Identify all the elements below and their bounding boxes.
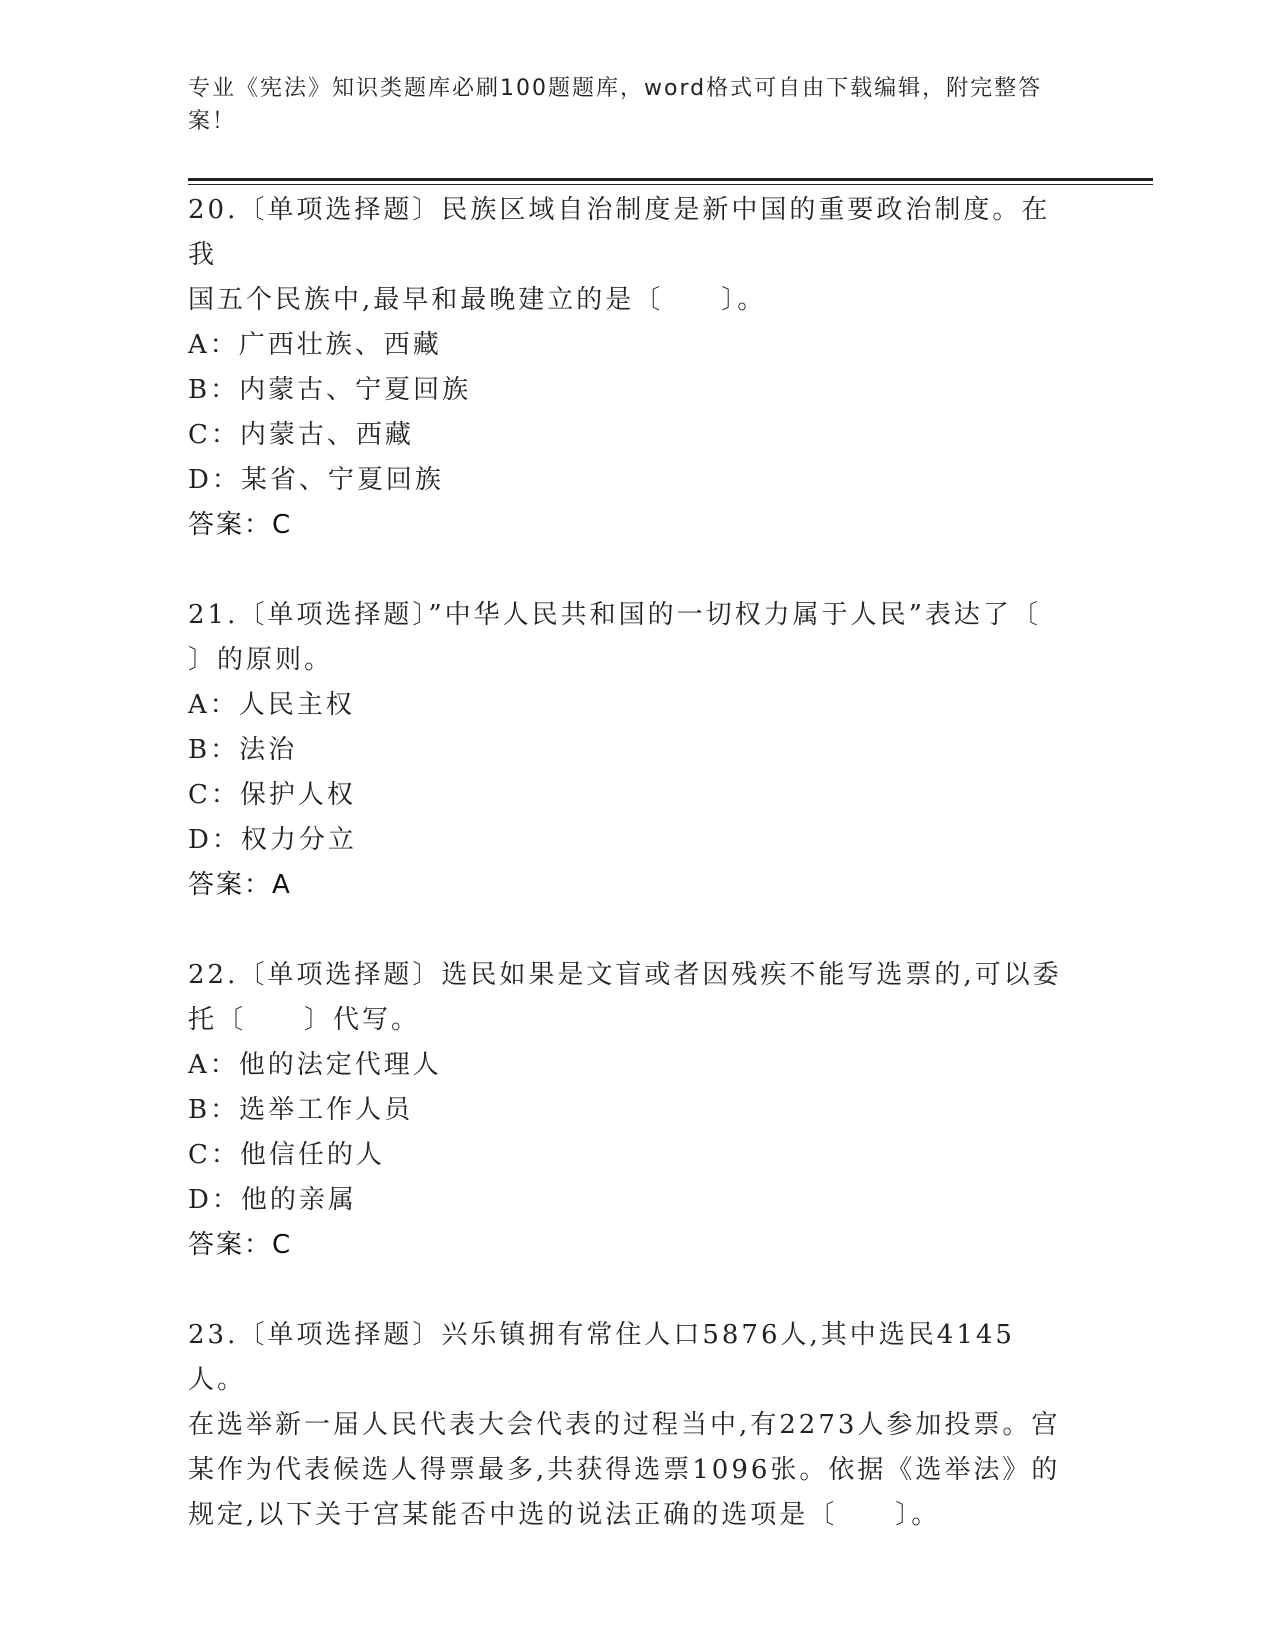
- stem-line: 21.〔单项选择题〕”中华人民共和国的一切权力属于人民”表达了〔: [188, 600, 1041, 630]
- stem-line: 在选举新一届人民代表大会代表的过程当中,有2273人参加投票。宫: [188, 1410, 1061, 1440]
- answer-line: 答案：C: [188, 1230, 293, 1260]
- header-divider-thick: [188, 178, 1153, 181]
- option-a: A：他的法定代理人: [188, 1050, 442, 1080]
- question-23: [188, 1313, 1068, 1538]
- stem-line: 20.〔单项选择题〕民族区域自治制度是新中国的重要政治制度。在我: [188, 195, 1051, 270]
- question-22: [188, 953, 1068, 1268]
- question-stem: [188, 1313, 1068, 1538]
- option-a: A：人民主权: [188, 690, 355, 720]
- stem-line: 22.〔单项选择题〕选民如果是文盲或者因残疾不能写选票的,可以委: [188, 960, 1062, 990]
- question-20: [188, 188, 1068, 548]
- stem-line: 规定,以下关于宫某能否中选的说法正确的选项是〔 〕。: [188, 1500, 941, 1530]
- option-d: D：权力分立: [188, 825, 357, 855]
- option-c: C：他信任的人: [188, 1140, 385, 1170]
- option-c: C：内蒙古、西藏: [188, 420, 414, 450]
- header-divider-thin: [188, 184, 1153, 185]
- question-stem: [188, 953, 1068, 1043]
- question-list: [188, 188, 1068, 1538]
- option-b: B：内蒙古、宁夏回族: [188, 375, 472, 405]
- option-b: B：法治: [188, 735, 298, 765]
- answer-line: 答案：A: [188, 870, 292, 900]
- question-spacer: [188, 908, 1068, 953]
- stem-line: 托〔 〕代写。: [188, 1005, 421, 1035]
- question-21: [188, 593, 1068, 908]
- answer-line: 答案：C: [188, 510, 293, 540]
- stem-line: 〕的原则。: [188, 645, 334, 675]
- option-a: A：广西壮族、西藏: [188, 330, 442, 360]
- question-spacer: [188, 548, 1068, 593]
- question-stem: [188, 188, 1068, 323]
- document-header: [188, 72, 1068, 138]
- stem-line: 国五个民族中,最早和最晚建立的是〔 〕。: [188, 285, 767, 315]
- question-stem: [188, 593, 1068, 683]
- header-line-1: 专业《宪法》知识类题库必刷100题题库，word格式可自由下载编辑，附完整答: [188, 76, 1043, 101]
- stem-line: 某作为代表候选人得票最多,共获得选票1096张。依据《选举法》的: [188, 1455, 1061, 1485]
- option-d: D：他的亲属: [188, 1185, 357, 1215]
- stem-line: 23.〔单项选择题〕兴乐镇拥有常住人口5876人,其中选民4145人。: [188, 1320, 1015, 1395]
- question-spacer: [188, 1268, 1068, 1313]
- option-c: C：保护人权: [188, 780, 356, 810]
- option-b: B：选举工作人员: [188, 1095, 414, 1125]
- option-d: D：某省、宁夏回族: [188, 465, 444, 495]
- header-line-2: 案！: [188, 109, 237, 134]
